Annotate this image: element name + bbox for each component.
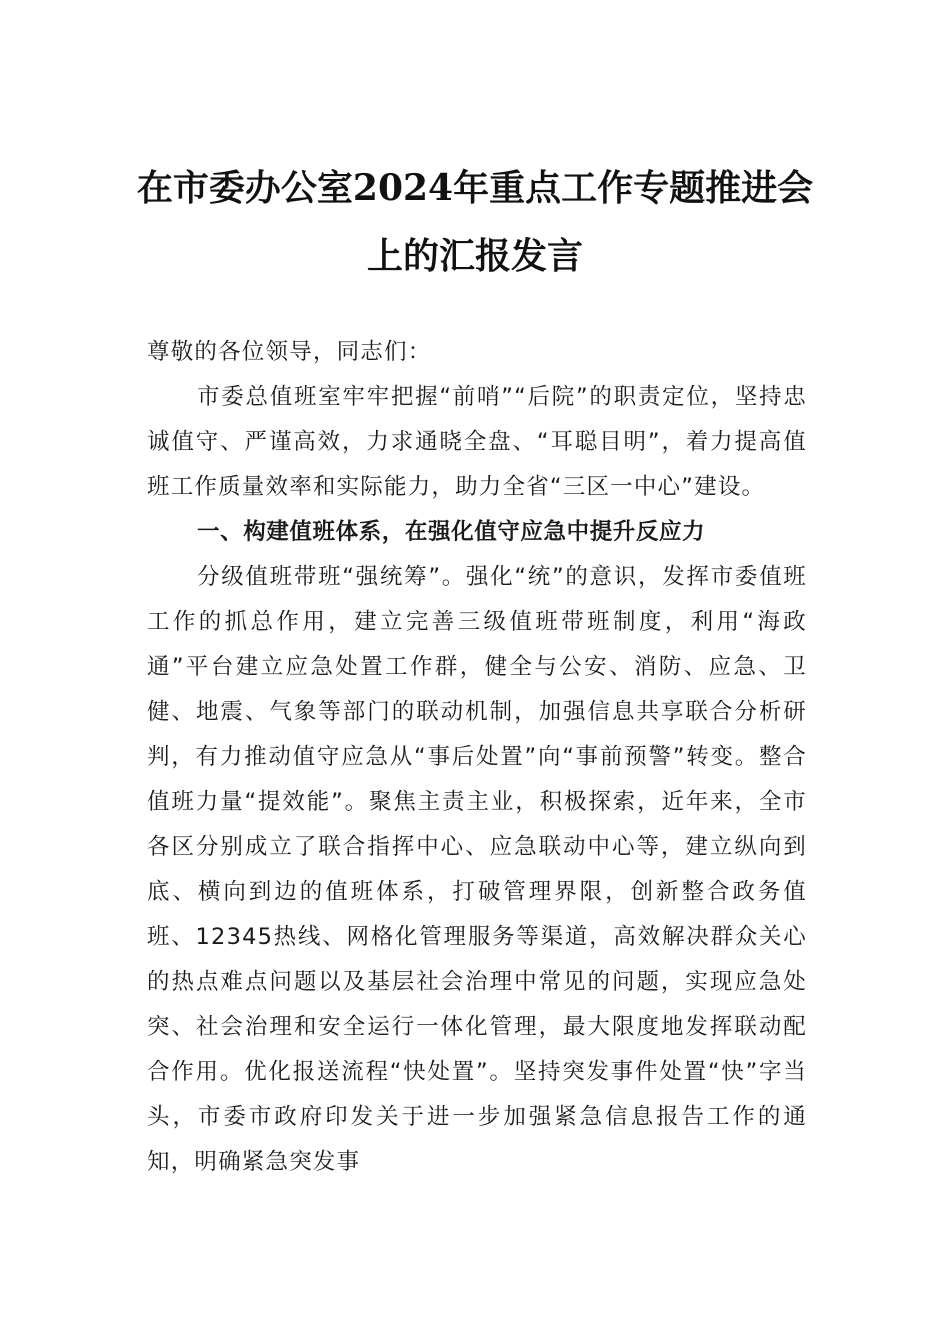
intro-paragraph: 市委总值班室牢牢把握“前哨”“后院”的职责定位，坚持忠诚值守、严谨高效，力求通晓全盘、“耳聪目明”，着力提高值班工作质量效率和实际能力，助力全省“三区一中心”建设。 — [147, 384, 807, 500]
salutation: 尊敬的各位领导，同志们： — [147, 339, 432, 365]
section-1-paragraph: 分级值班带班“强统筹”。强化“统”的意识，发挥市委值班工作的抓总作用，建立完善三级值班带班制度，利用“海政通”平台建立应急处置工作群，健全与公安、消防、应急、卫健、地震、气象等部门的联动机制，加强信息共享联合分析研判，有力推动值守应急从“事后处置”向“事前预警”转变。整合值班力量“提效能”。聚焦主责主业，积极探索，近年来，全市各区分别成立了联合指挥中心、应急联动中心等，建立纵向到底、横向到边的值班体系，打破管理界限，创新整合政务值班、12345热线、网格化管理服务等渠道，高效解决群众关心的热点难点问题以及基层社会治理中常见的问题，实现应急处突、社会治理和安全运行一体化管理，最大限度地发挥联动配合作用。优化报送流程“快处置”。坚持突发事件处置“快”字当头，市委市政府印发关于进一步加强紧急信息报告工作的通知，明确紧急突发事 — [147, 564, 807, 1175]
document-title-line-2: 上的汇报发言 — [366, 235, 583, 277]
section-1-heading: 一、构建值班体系，在强化值守应急中提升反应力 — [197, 519, 706, 545]
document-title-line-1: 在市委办公室2024年重点工作专题推进会 — [136, 167, 814, 209]
document-body — [147, 330, 807, 1185]
